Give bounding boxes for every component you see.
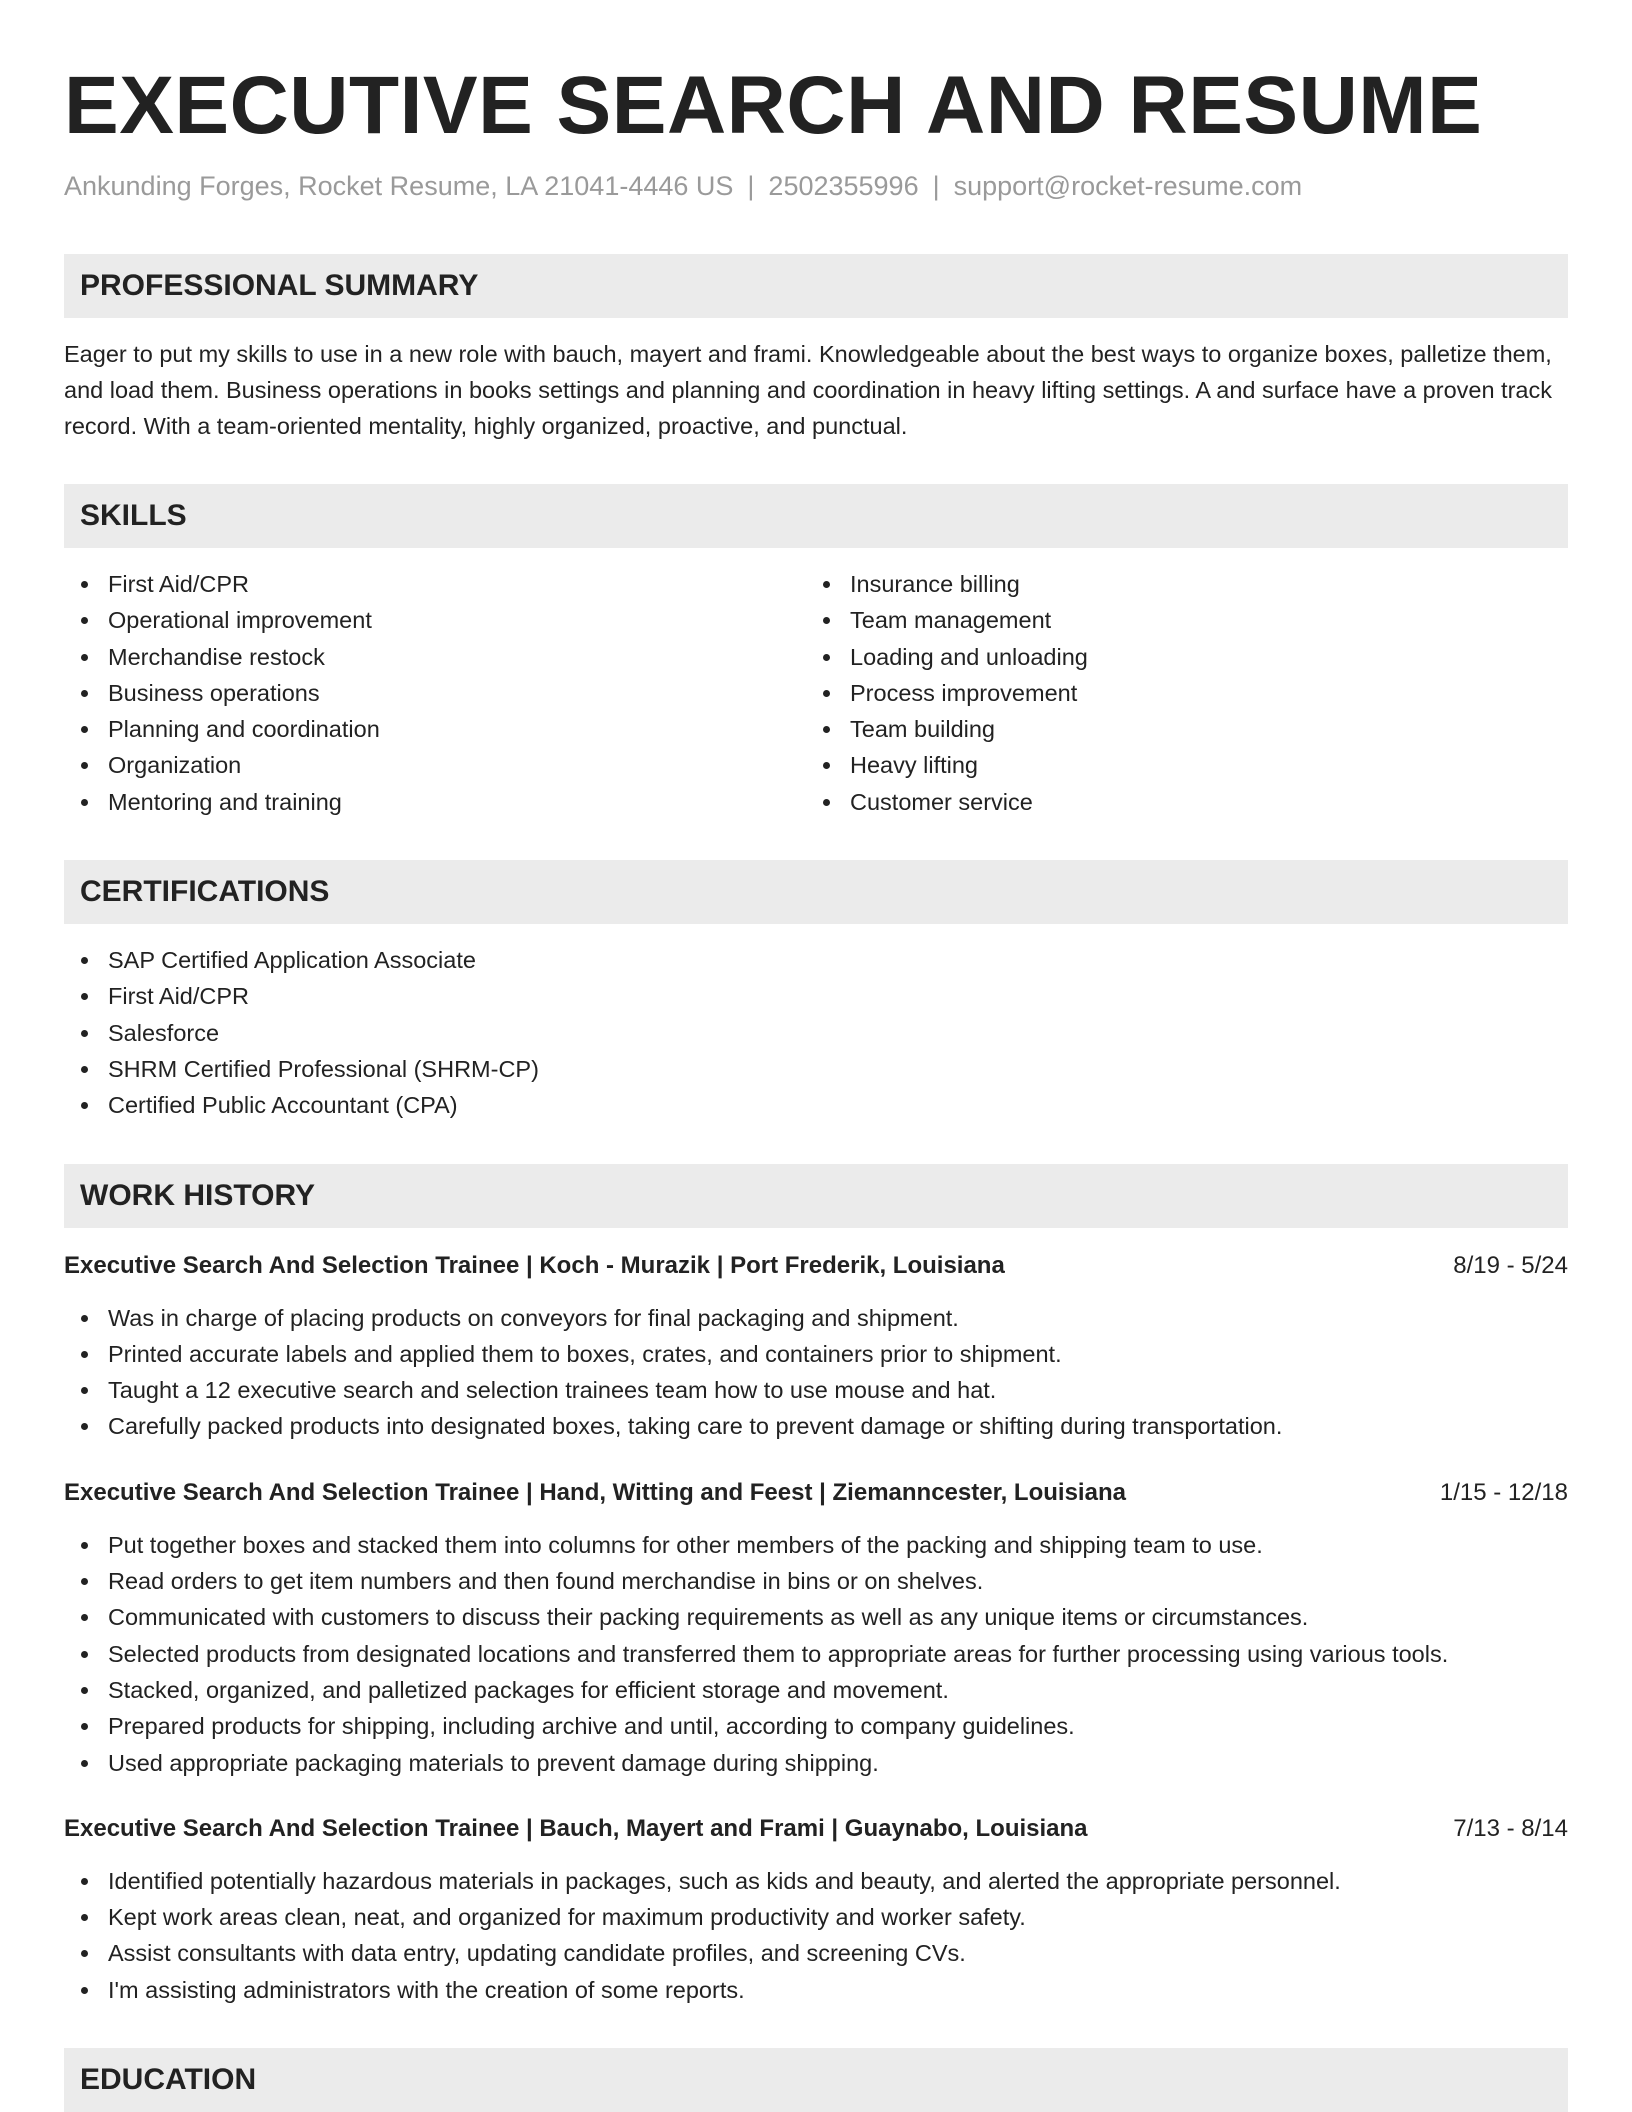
job-header	[64, 1811, 1568, 1847]
skill-item: Team management	[806, 602, 1548, 638]
job-bullet: I'm assisting administrators with the creation of some reports.	[64, 1972, 1568, 2008]
section-header-skills: SKILLS	[64, 484, 1568, 548]
skill-item: Team building	[806, 711, 1548, 747]
job-header	[64, 1248, 1568, 1284]
certification-item: First Aid/CPR	[64, 978, 1568, 1014]
contact-line	[64, 168, 1568, 204]
job-bullet: Assist consultants with data entry, updating candidate profiles, and screening CVs.	[64, 1935, 1568, 1971]
job-title: Executive Search And Selection Trainee | Hand, Witting and Feest | Ziemanncester, Louisiana	[64, 1478, 1126, 1506]
job-dates: 1/15 - 12/18	[1439, 1478, 1568, 1506]
contact-separator: |	[747, 171, 755, 201]
section-header-professional-summary: PROFESSIONAL SUMMARY	[64, 254, 1568, 318]
contact-separator: |	[932, 171, 940, 201]
job-title: Executive Search And Selection Trainee | Bauch, Mayert and Frami | Guaynabo, Louisiana	[64, 1814, 1088, 1842]
job-dates: 7/13 - 8/14	[1453, 1814, 1568, 1842]
contact-phone: 2502355996	[768, 171, 919, 201]
skills-columns	[64, 548, 1568, 820]
job-dates: 8/19 - 5/24	[1453, 1251, 1568, 1279]
job-bullets	[64, 1300, 1568, 1445]
job-bullet: Identified potentially hazardous materials in packages, such as kids and beauty, and alerted the appropriate personnel.	[64, 1863, 1568, 1899]
job-bullet: Selected products from designated locations and transferred them to appropriate areas for further processing using various tools.	[64, 1636, 1568, 1672]
certification-item: Certified Public Accountant (CPA)	[64, 1087, 1568, 1123]
job-bullet: Stacked, organized, and palletized packages for efficient storage and movement.	[64, 1672, 1568, 1708]
job-title: Executive Search And Selection Trainee | Koch - Murazik | Port Frederik, Louisiana	[64, 1251, 1005, 1279]
contact-email: support@rocket-resume.com	[953, 171, 1303, 201]
resume-name: EXECUTIVE SEARCH AND RESUME	[64, 60, 1483, 151]
skill-item: Business operations	[64, 675, 806, 711]
job-entry	[64, 1248, 1568, 1445]
skill-item: Organization	[64, 747, 806, 783]
skill-item: Planning and coordination	[64, 711, 806, 747]
job-bullet: Carefully packed products into designated boxes, taking care to prevent damage or shifting during transportation.	[64, 1408, 1568, 1444]
job-bullet: Communicated with customers to discuss their packing requirements as well as any unique items or circumstances.	[64, 1599, 1568, 1635]
certification-item: SAP Certified Application Associate	[64, 942, 1568, 978]
job-bullet: Printed accurate labels and applied them to boxes, crates, and containers prior to shipment.	[64, 1336, 1568, 1372]
job-entry	[64, 1475, 1568, 1781]
skills-list-right	[806, 566, 1548, 820]
certifications-list	[64, 942, 1568, 1123]
job-bullet: Read orders to get item numbers and then found merchandise in bins or on shelves.	[64, 1563, 1568, 1599]
skill-item: Process improvement	[806, 675, 1548, 711]
job-bullet: Was in charge of placing products on conveyors for final packaging and shipment.	[64, 1300, 1568, 1336]
job-bullets	[64, 1527, 1568, 1781]
section-header-education: EDUCATION	[64, 2048, 1568, 2112]
skill-item: First Aid/CPR	[64, 566, 806, 602]
job-bullet: Taught a 12 executive search and selection trainees team how to use mouse and hat.	[64, 1372, 1568, 1408]
job-bullet: Kept work areas clean, neat, and organized for maximum productivity and worker safety.	[64, 1899, 1568, 1935]
section-header-work-history: WORK HISTORY	[64, 1164, 1568, 1228]
certification-item: Salesforce	[64, 1015, 1568, 1051]
skills-list-left	[64, 566, 806, 820]
job-bullet: Prepared products for shipping, including archive and until, according to company guidelines.	[64, 1708, 1568, 1744]
job-bullet: Put together boxes and stacked them into columns for other members of the packing and shipping team to use.	[64, 1527, 1568, 1563]
skill-item: Loading and unloading	[806, 639, 1548, 675]
job-entry	[64, 1811, 1568, 2008]
skill-item: Heavy lifting	[806, 747, 1548, 783]
skill-item: Operational improvement	[64, 602, 806, 638]
skill-item: Insurance billing	[806, 566, 1548, 602]
job-header	[64, 1475, 1568, 1511]
skill-item: Merchandise restock	[64, 639, 806, 675]
skill-item: Customer service	[806, 784, 1548, 820]
job-bullet: Used appropriate packaging materials to prevent damage during shipping.	[64, 1745, 1568, 1781]
section-header-certifications: CERTIFICATIONS	[64, 860, 1568, 924]
job-bullets	[64, 1863, 1568, 2008]
certification-item: SHRM Certified Professional (SHRM-CP)	[64, 1051, 1568, 1087]
contact-address: Ankunding Forges, Rocket Resume, LA 21041-4446 US	[64, 171, 734, 201]
skill-item: Mentoring and training	[64, 784, 806, 820]
summary-text: Eager to put my skills to use in a new role with bauch, mayert and frami. Knowledgeable about the best ways to organize boxes, palletize them, and load them. Business operations in books settings and planning and coordination in heavy lifting settings. A and surface have a proven track record. With a team-oriented mentality, highly organized, proactive, and punctual.	[64, 341, 1552, 439]
